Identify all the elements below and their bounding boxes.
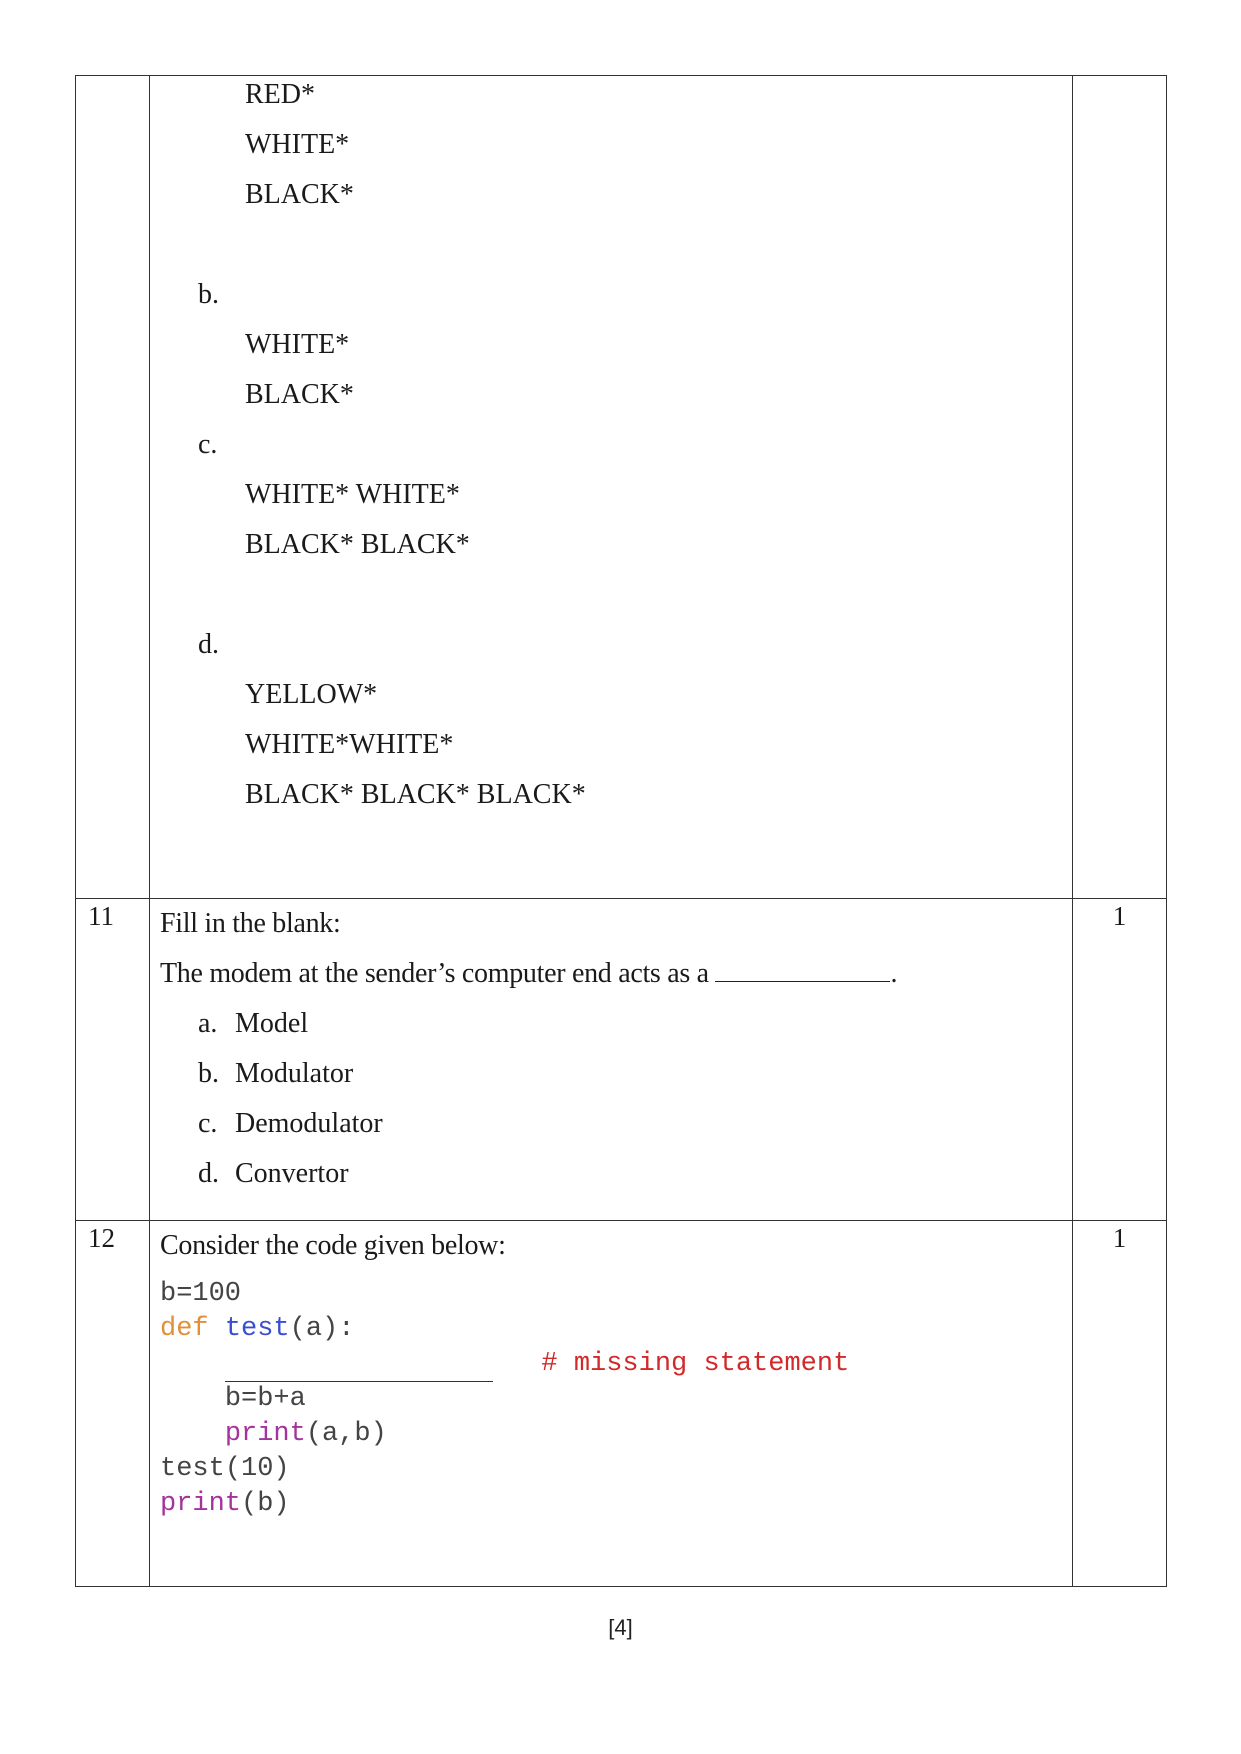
- question-content-cell: [150, 76, 1073, 899]
- question-number-cell: [76, 76, 150, 899]
- question-content-cell: [150, 1221, 1073, 1587]
- missing-statement-blank: [225, 1357, 493, 1382]
- question-table: [75, 75, 1167, 1587]
- code-line-7: print(b): [160, 1489, 290, 1519]
- code-line-5: print(a,b): [224, 1419, 387, 1449]
- answer-blank: [715, 959, 890, 982]
- question-marks: 1: [1112, 1223, 1127, 1253]
- option-d-line-2: WHITE*WHITE*: [245, 729, 454, 760]
- option-c-label: c.: [198, 429, 218, 460]
- option-c-line-2: BLACK* BLACK*: [245, 529, 470, 560]
- question-statement: The modem at the sender’s computer end acts as a .: [160, 958, 898, 989]
- option-b: b. Modulator: [198, 1058, 354, 1089]
- marks-cell: [1073, 1221, 1167, 1587]
- option-a-line-1: RED*: [245, 79, 315, 110]
- option-c: c. Demodulator: [198, 1108, 383, 1139]
- option-a-line-3: BLACK*: [245, 179, 354, 210]
- question-content-cell: [150, 899, 1073, 1221]
- question-number-cell: [76, 1221, 150, 1587]
- option-d-label: d.: [198, 629, 219, 660]
- question-number: 11: [88, 901, 114, 931]
- question-marks: 1: [1112, 901, 1127, 931]
- code-line-2: def test(a):: [160, 1314, 355, 1344]
- option-b-label: b.: [198, 279, 219, 310]
- option-c-line-1: WHITE* WHITE*: [245, 479, 460, 510]
- question-row-12: [76, 1221, 1167, 1587]
- option-a-line-2: WHITE*: [245, 129, 350, 160]
- option-d-line-1: YELLOW*: [245, 679, 378, 710]
- marks-cell: [1073, 76, 1167, 899]
- code-line-3: # missing statement: [160, 1347, 1072, 1382]
- option-d: d. Convertor: [198, 1158, 349, 1189]
- option-a: a. Model: [198, 1008, 309, 1039]
- question-number-cell: [76, 899, 150, 1221]
- code-block: [160, 1277, 1072, 1522]
- question-number: 12: [88, 1223, 115, 1253]
- marks-cell: [1073, 899, 1167, 1221]
- option-d-line-3: BLACK* BLACK* BLACK*: [245, 779, 586, 810]
- question-heading: Fill in the blank:: [160, 908, 341, 939]
- code-line-4: b=b+a: [224, 1384, 306, 1414]
- question-row-10-continued: [76, 76, 1167, 899]
- question-row-11: [76, 899, 1167, 1221]
- code-line-6: test(10): [160, 1454, 290, 1484]
- page-number: [4]: [608, 1615, 633, 1640]
- question-heading: Consider the code given below:: [160, 1230, 506, 1261]
- code-line-1: b=100: [160, 1279, 242, 1309]
- option-b-line-1: WHITE*: [245, 329, 350, 360]
- option-b-line-2: BLACK*: [245, 379, 354, 410]
